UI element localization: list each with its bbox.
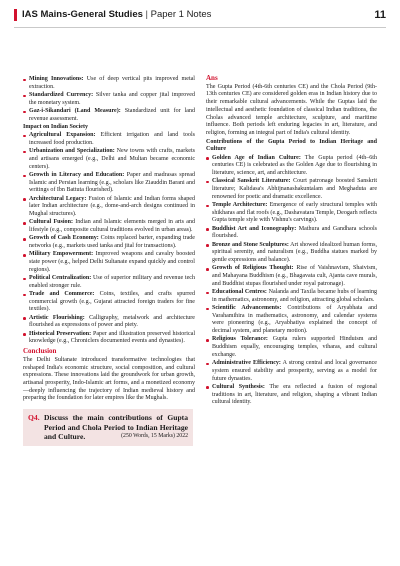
list-item-term: Administrative Efficiency: <box>212 360 281 367</box>
list-item <box>206 265 377 288</box>
list-item-term: Religious Tolerance: <box>212 336 268 343</box>
list-item-term: Urbanization and Specialization: <box>29 148 115 155</box>
list-item <box>23 315 195 330</box>
list-item-text: The Gupta period (4th–6th centuries CE) is celebrated as the Golden Age due to flourishing in literature, science, art, and architecture. <box>212 154 377 176</box>
list-item <box>23 219 195 234</box>
list-item <box>206 202 377 225</box>
list-item <box>23 251 195 274</box>
question-marks: (250 Words, 15 Marks) 2022 <box>121 433 188 440</box>
list-item-term: Military Empowerment: <box>29 251 94 258</box>
list-item-term: Growth of Cash Economy: <box>29 235 99 242</box>
header-subtitle: Paper 1 Notes <box>150 9 212 20</box>
list-item-term: Gaz-i-Sikandari (Land Measure): <box>29 108 121 114</box>
list-item-text: Rise of Vaishnavism, Shaivism, and Mahayana Buddhism (e.g., Bhagavata cult, Ajanta cave murals, and Buddhist stupas flourished under royal patronage). <box>212 265 377 287</box>
conclusion-heading: Conclusion <box>23 347 57 356</box>
list-item <box>23 92 195 107</box>
list-item <box>206 242 377 265</box>
list-item-term: Artistic Flourishing: <box>29 314 85 321</box>
list-item-text: A strong central and local governance system ensured stability and prosperity, serving as a model for future dynasties. <box>212 360 377 382</box>
list-item-term: Political Centralization: <box>29 275 92 282</box>
list-item <box>23 275 195 290</box>
header-accent-bar <box>14 9 17 21</box>
list-item-term: Growth of Religious Thought: <box>212 265 294 272</box>
question-number: Q4. <box>28 413 40 423</box>
list-item-text: The era reflected a fusion of regional traditions in art, literature, and religion, shaping a vibrant Indian cultural identity. <box>212 383 377 406</box>
gupta-contrib-heading: Contributions of the Gupta Period to Indian Heritage and Culture <box>206 138 377 153</box>
conclusion-text: The Delhi Sultanate introduced transformative technologies that reshaped India's economic structure, social composition, and cultural expressions. These innovations laid the groundwork for urban growth, artisanal prosperity, Indo-Islamic art forms, and a monetized economy—deeply influencing the trajectory of Indian medieval history and preparing the foundation for later empires like the Mughals. <box>23 356 195 402</box>
list-item-term: Golden Age of Indian Culture: <box>212 154 301 161</box>
list-item-term: Scientific Advancements: <box>212 305 282 312</box>
list-item-text: Indian and Islamic elements merged in arts and lifestyle (e.g., composite cultural traditions evolved in urban areas). <box>29 219 195 234</box>
right-column <box>206 73 377 408</box>
list-item <box>206 226 377 241</box>
list-item-text: Coins, textiles, and crafts spurred commercial growth (e.g., Gujarat attracted foreign traders for fine textiles). <box>29 291 195 313</box>
list-item-term: Trade and Commerce: <box>29 291 95 298</box>
header-title <box>22 8 211 22</box>
list-item-term: Bronze and Stone Sculptures: <box>212 241 289 248</box>
list-item-term: Classical Sanskrit Literature: <box>212 178 291 185</box>
list-item-text: Court patronage boosted Sanskrit literature; Kalidasa's Abhijnanashakuntalam and Meghaduta are renowned for poetic and dramatic excellence. <box>212 178 377 200</box>
list-item-text: Use of deep vertical pits improved metal extraction. <box>29 76 195 90</box>
list-item <box>23 76 195 91</box>
list-item-text: Mathura and Gandhara schools flourished. <box>212 225 378 240</box>
list-item <box>23 148 195 171</box>
question-box <box>23 409 193 446</box>
list-item-text: Art showed idealized human forms, spiritual serenity, and naturalism (e.g., Buddha statues marked by gentle expressions and balance). <box>212 241 377 264</box>
gupta-contrib-list <box>206 155 377 407</box>
list-item-text: Standardized unit for land revenue assessment. <box>29 108 196 122</box>
list-item <box>206 360 377 383</box>
list-item <box>206 178 377 201</box>
list-item-text: Contributions of Aryabhata and Varahamihira in mathematics, astronomy, and calendar systems were pioneering (e.g., Aryabhatiya explained the concept of decimal system, and planetary motion). <box>212 305 377 335</box>
left-column <box>23 76 195 446</box>
list-item-term: Educational Centres: <box>212 289 267 296</box>
list-item-term: Cultural Fusion: <box>29 219 73 226</box>
list-item-text: Gupta rulers supported Hinduism and Buddhism equally, encouraging temples, viharas, and cultural exchange. <box>212 336 377 358</box>
answer-label: Ans <box>206 74 218 82</box>
list-item-text: New towns with crafts, markets and artisans emerged (e.g., Delhi and Multan became economic centers). <box>29 148 195 170</box>
list-item <box>206 305 377 336</box>
list-item-text: Paper and madrasas spread Islamic and Persian learning (e.g., scholars like Ziauddin Barani and writings of Ibn Battuta flourished). <box>29 171 195 194</box>
impact-list <box>23 132 195 346</box>
list-item-text: Fusion of Islamic and Indian forms shaped later Indian architecture (e.g., dome-and-arch designs continued in Mughal structures). <box>29 195 195 218</box>
list-item-term: Agricultural Expansion: <box>29 132 96 139</box>
list-item-term: Growth in Literacy and Education: <box>29 171 125 178</box>
list-item-term: Standardized Currency: <box>29 92 94 98</box>
list-item-term: Historical Preservation: <box>29 330 92 337</box>
page-header <box>14 8 386 24</box>
list-item-term: Cultural Synthesis: <box>212 383 265 390</box>
list-item-text: Emergence of early structural temples with shikharas and flat roofs (e.g., Dashavatara Temple, Deogarh reflects Gupta temple style with Vishnu's carvings). <box>212 201 377 224</box>
list-item-term: Mining Innovations: <box>29 76 84 82</box>
tech-list <box>23 76 195 123</box>
list-item-text: Efficient irrigation and land tools increased food production. <box>29 132 195 146</box>
list-item <box>23 108 195 123</box>
answer-intro: The Gupta Period (4th-6th centuries CE) and the Chola Period (9th-13th centuries CE) are considered golden eras in Indian history due to their remarkable cultural advancements. While the Guptas laid the intellectual and aesthetic foundation of classical Indian traditions, the Cholas advanced temple architecture, sculpture, and maritime influence. Both periods left enduring legacies in art, literature, and religion, forming an integral part of India's cultural identity. <box>206 83 377 136</box>
list-item-text: Coins replaced barter, expanding trade networks (e.g., markets used tanka and jital for transactions). <box>29 235 195 250</box>
question-text <box>44 413 188 442</box>
list-item <box>23 235 195 250</box>
list-item <box>23 291 195 314</box>
header-brand: IAS Mains-General Studies <box>22 9 143 20</box>
list-item <box>23 132 195 147</box>
list-item <box>206 384 377 407</box>
list-item <box>206 289 377 304</box>
list-item <box>206 336 377 359</box>
list-item-text: Improved weapons and cavalry boosted state power (e.g., helped Delhi Sultanate expand quickly and control regions). <box>29 251 196 273</box>
list-item-text: Silver tanka and copper jital improved the monetary system. <box>29 92 195 106</box>
list-item <box>206 155 377 178</box>
question-body: Discuss the main contributions of Gupta Period and Chola Period to Indian Heritage and Culture. <box>44 413 188 442</box>
list-item-text: Paper and illustration preserved historical knowledge (e.g., Chroniclers documented events and dynasties). <box>29 330 195 345</box>
impact-heading: Impact on Indian Society <box>23 124 89 130</box>
list-item-text: Nalanda and Taxila became hubs of learning in mathematics, astronomy, and religion, attracting global scholars. <box>212 289 377 303</box>
header-separator: | <box>145 9 149 20</box>
list-item <box>23 196 195 219</box>
page-number: 11 <box>374 9 386 21</box>
header-divider <box>14 27 386 28</box>
list-item-term: Buddhist Art and Iconography: <box>212 225 297 232</box>
list-item-term: Temple Architecture: <box>212 201 268 208</box>
list-item-term: Architectural Legacy: <box>29 195 87 202</box>
list-item <box>23 331 195 346</box>
list-item-text: Use of superior military and revenue tech enabled stronger rule. <box>29 275 196 289</box>
list-item-text: Calligraphy, metalwork and architecture flourished as expressions of power and piety. <box>29 314 195 329</box>
list-item <box>23 172 195 195</box>
